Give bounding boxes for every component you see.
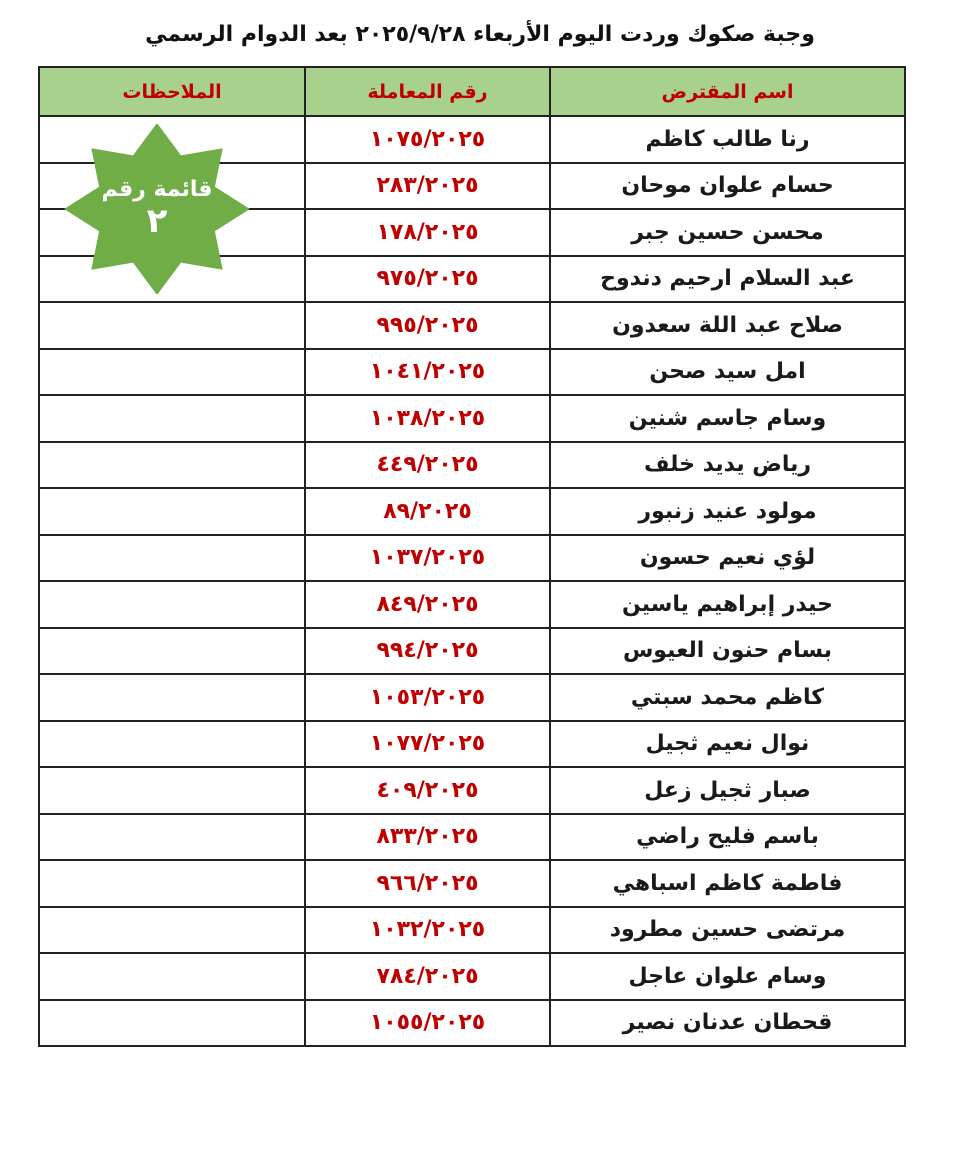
notes-cell xyxy=(39,488,305,535)
transaction-number-cell: ٨٣٣/٢٠٢٥ xyxy=(305,814,550,861)
transaction-number-cell: ١٠٥٥/٢٠٢٥ xyxy=(305,1000,550,1047)
notes-cell xyxy=(39,535,305,582)
transaction-number-cell: ١٠٣٨/٢٠٢٥ xyxy=(305,395,550,442)
borrower-name-cell: بسام حنون العيوس xyxy=(550,628,905,675)
header-borrower-name: اسم المقترض xyxy=(550,67,905,116)
transaction-number-cell: ١٠٤١/٢٠٢٥ xyxy=(305,349,550,396)
transaction-number-cell: ١٠٣٧/٢٠٢٥ xyxy=(305,535,550,582)
borrower-name-cell: رنا طالب كاظم xyxy=(550,116,905,163)
header-transaction-number: رقم المعاملة xyxy=(305,67,550,116)
table-row xyxy=(39,581,905,628)
notes-cell xyxy=(39,674,305,721)
table-row xyxy=(39,488,905,535)
borrower-name-cell: وسام جاسم شنين xyxy=(550,395,905,442)
notes-cell xyxy=(39,814,305,861)
borrower-name-cell: مولود عنيد زنبور xyxy=(550,488,905,535)
notes-cell xyxy=(39,349,305,396)
notes-cell xyxy=(39,442,305,489)
table-header-row xyxy=(39,67,905,116)
borrower-name-cell: حيدر إبراهيم ياسين xyxy=(550,581,905,628)
transaction-number-cell: ٩٧٥/٢٠٢٥ xyxy=(305,256,550,303)
borrower-name-cell: نوال نعيم ثجيل xyxy=(550,721,905,768)
transaction-number-cell: ٤٠٩/٢٠٢٥ xyxy=(305,767,550,814)
borrower-name-cell: حسام علوان موحان xyxy=(550,163,905,210)
transaction-number-cell: ٤٤٩/٢٠٢٥ xyxy=(305,442,550,489)
table-row xyxy=(39,442,905,489)
transaction-number-cell: ١٠٧٥/٢٠٢٥ xyxy=(305,116,550,163)
transaction-number-cell: ٩٩٥/٢٠٢٥ xyxy=(305,302,550,349)
transaction-number-cell: ٨٤٩/٢٠٢٥ xyxy=(305,581,550,628)
table-row xyxy=(39,1000,905,1047)
transaction-number-cell: ١٧٨/٢٠٢٥ xyxy=(305,209,550,256)
notes-cell xyxy=(39,860,305,907)
borrower-name-cell: لؤي نعيم حسون xyxy=(550,535,905,582)
transaction-number-cell: ١٠٧٧/٢٠٢٥ xyxy=(305,721,550,768)
borrower-name-cell: وسام علوان عاجل xyxy=(550,953,905,1000)
table-row xyxy=(39,767,905,814)
transaction-number-cell: ٩٩٤/٢٠٢٥ xyxy=(305,628,550,675)
table-row xyxy=(39,953,905,1000)
notes-cell xyxy=(39,953,305,1000)
table-row xyxy=(39,907,905,954)
borrower-name-cell: عبد السلام ارحيم دندوح xyxy=(550,256,905,303)
notes-cell xyxy=(39,302,305,349)
transaction-number-cell: ٩٦٦/٢٠٢٥ xyxy=(305,860,550,907)
borrower-name-cell: امل سيد صحن xyxy=(550,349,905,396)
notes-cell xyxy=(39,907,305,954)
transaction-number-cell: ٧٨٤/٢٠٢٥ xyxy=(305,953,550,1000)
borrower-name-cell: صبار ثجيل زعل xyxy=(550,767,905,814)
borrower-name-cell: باسم فليح راضي xyxy=(550,814,905,861)
notes-cell xyxy=(39,395,305,442)
borrower-name-cell: رياض يديد خلف xyxy=(550,442,905,489)
transaction-number-cell: ١٠٣٢/٢٠٢٥ xyxy=(305,907,550,954)
notes-cell xyxy=(39,1000,305,1047)
list-number-badge xyxy=(62,124,252,294)
table-row xyxy=(39,860,905,907)
table-row xyxy=(39,395,905,442)
notes-cell xyxy=(39,721,305,768)
table-row xyxy=(39,628,905,675)
notes-cell xyxy=(39,767,305,814)
borrower-name-cell: قحطان عدنان نصير xyxy=(550,1000,905,1047)
table-row xyxy=(39,302,905,349)
table-row xyxy=(39,674,905,721)
transaction-number-cell: ١٠٥٣/٢٠٢٥ xyxy=(305,674,550,721)
borrower-name-cell: صلاح عبد اللة سعدون xyxy=(550,302,905,349)
transaction-number-cell: ٨٩/٢٠٢٥ xyxy=(305,488,550,535)
table-row xyxy=(39,721,905,768)
transaction-number-cell: ٢٨٣/٢٠٢٥ xyxy=(305,163,550,210)
badge-label: قائمة رقم xyxy=(101,176,213,202)
table-row xyxy=(39,349,905,396)
borrower-name-cell: فاطمة كاظم اسباهي xyxy=(550,860,905,907)
table-row xyxy=(39,814,905,861)
page-title: وجبة صكوك وردت اليوم الأربعاء ٢٠٢٥/٩/٢٨ بعد الدوام الرسمي xyxy=(145,22,815,47)
borrower-name-cell: مرتضى حسين مطرود xyxy=(550,907,905,954)
table-row xyxy=(39,535,905,582)
notes-cell xyxy=(39,581,305,628)
header-notes: الملاحظات xyxy=(39,67,305,116)
badge-number: ٢ xyxy=(146,201,168,242)
notes-cell xyxy=(39,628,305,675)
borrower-name-cell: كاظم محمد سبتي xyxy=(550,674,905,721)
borrower-name-cell: محسن حسين جبر xyxy=(550,209,905,256)
